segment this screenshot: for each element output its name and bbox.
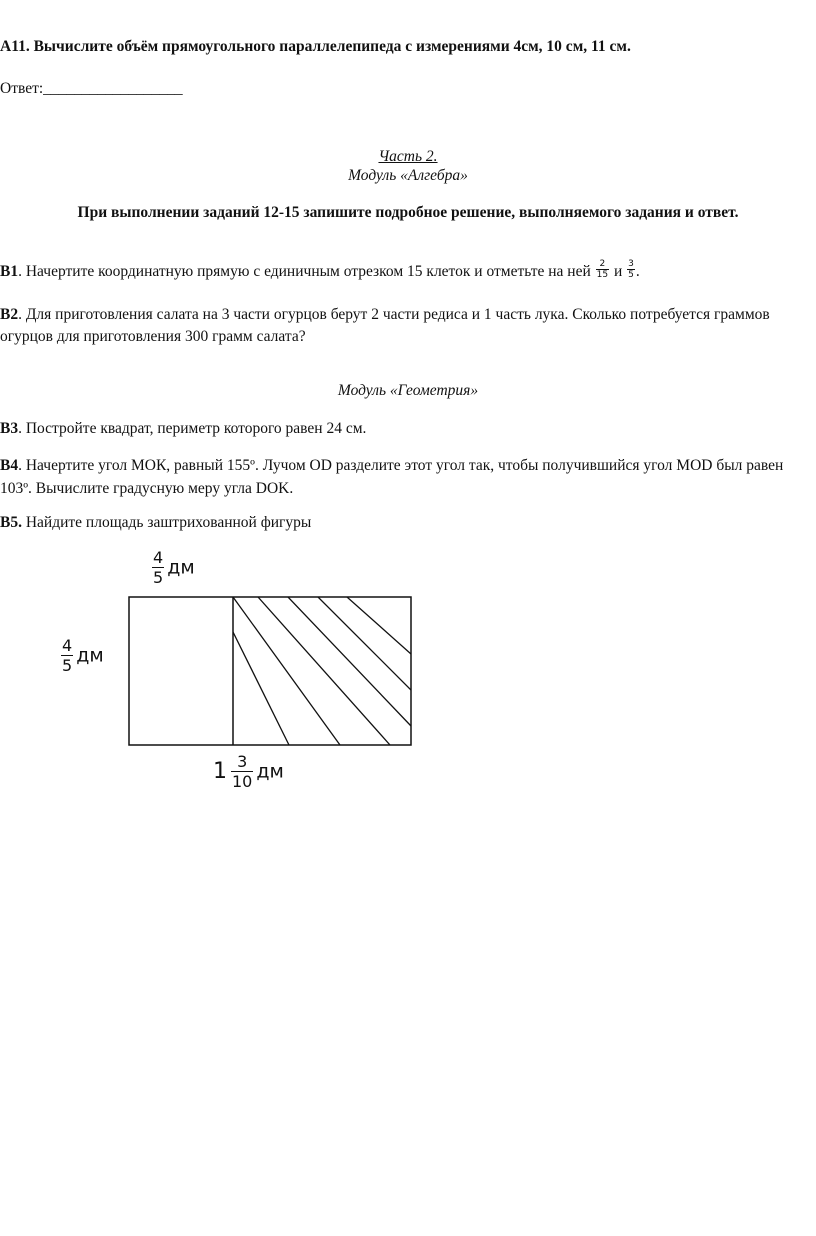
bottom-dimension-fraction [231, 752, 253, 791]
task-b1-conj: и [613, 263, 623, 281]
unit-label: дм [76, 644, 104, 667]
fraction-numerator: 3 [628, 259, 634, 269]
fraction-denominator: 5 [628, 270, 634, 280]
hatch-line [347, 597, 411, 654]
answer-label: Ответ:__________________ [0, 80, 183, 97]
top-dimension-fraction [152, 548, 164, 587]
unit-label: дм [167, 556, 195, 579]
task-b1-label: В1 [0, 263, 19, 281]
task-b2-line2: огурцов для приготовления 300 грамм салата? [0, 328, 306, 345]
task-b2-line1: . Для приготовления салата на 3 части огурцов берут 2 части редиса и 1 часть лука. Сколько потребуется граммов [18, 306, 770, 323]
hatch-line [288, 597, 411, 726]
task-b1-end: . [635, 263, 640, 281]
task-a11-text: А11. Вычислите объём прямоугольного параллелепипеда с измерениями 4см, 10 см, 11 см. [0, 38, 631, 55]
fraction-numerator: 2 [596, 259, 609, 270]
instruction: При выполнении заданий 12-15 запишите подробное решение, выполняемого задания и ответ. [77, 204, 739, 221]
module-geometry-heading: Модуль «Геометрия» [337, 382, 479, 399]
part-title: Часть 2. [378, 148, 438, 165]
task-b4-line1: . Начертите угол МОК, равный 155º. Лучом OD разделите этот угол так, чтобы получившийся угол MOD был равен [18, 457, 784, 474]
outer-rectangle [129, 597, 411, 745]
left-dimension-fraction [61, 636, 73, 675]
task-b5-label: В5. [0, 514, 22, 531]
unit-label: дм [256, 760, 284, 783]
fraction-denominator: 15 [596, 270, 609, 280]
fraction-denominator: 5 [153, 568, 164, 587]
fraction-numerator: 4 [153, 548, 164, 567]
fraction-denominator: 5 [62, 656, 73, 675]
fraction-denominator: 10 [232, 772, 253, 791]
task-b2-label: В2 [0, 306, 19, 323]
fraction-numerator: 4 [62, 636, 73, 655]
task-b4-label: В4 [0, 457, 19, 474]
hatching [233, 597, 411, 745]
bottom-dimension-label [213, 752, 284, 791]
module-algebra-heading: Модуль «Алгебра» [348, 167, 468, 184]
hatch-line [233, 632, 289, 745]
task-b3-label: В3 [0, 420, 19, 437]
top-dimension-label [152, 548, 195, 587]
task-b3-text: . Постройте квадрат, периметр которого равен 24 см. [18, 420, 367, 437]
task-b5-text: Найдите площадь заштрихованной фигуры [21, 514, 312, 531]
fraction-numerator: 3 [231, 752, 253, 772]
mixed-number-whole: 1 [213, 759, 227, 784]
left-dimension-label [61, 636, 104, 675]
task-b4-line2: 103º. Вычислите градусную меру угла DOK. [0, 480, 294, 497]
task-b1-text: . Начертите координатную прямую с единичным отрезком 15 клеток и отметьте на ней [18, 263, 591, 281]
